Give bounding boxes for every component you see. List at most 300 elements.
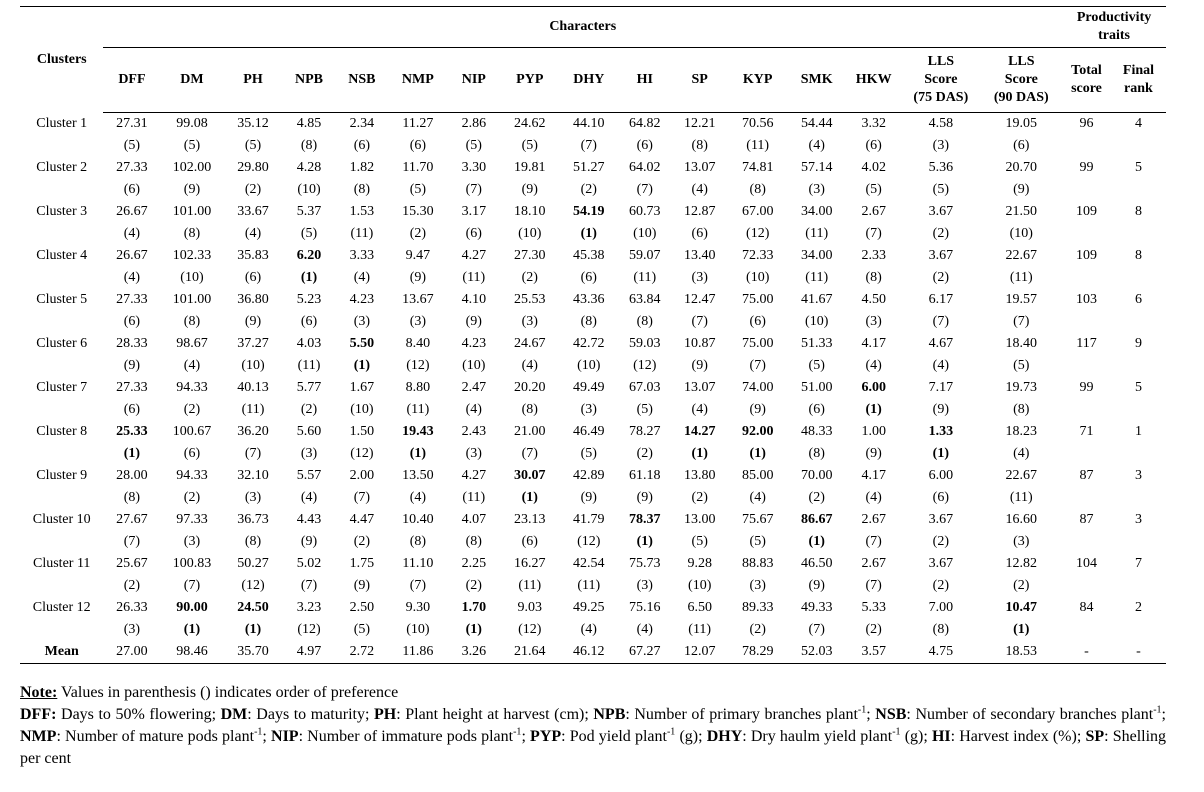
cell-value: 22.67 — [1005, 468, 1038, 483]
mean-value: 27.00 — [103, 641, 160, 664]
cell-value: 8.80 — [405, 380, 431, 395]
cell-rank: (2) — [1013, 578, 1030, 593]
cell-value: 2.43 — [461, 424, 487, 439]
total-score: 109 — [1075, 204, 1097, 219]
cluster-spacer — [20, 267, 103, 289]
abbrev-text: Days to 50% flowering; — [56, 706, 221, 723]
cluster-name: Cluster 5 — [36, 292, 88, 307]
cluster-spacer — [20, 355, 103, 377]
cell-value: 4.27 — [461, 248, 487, 263]
cell-value: 3.33 — [349, 248, 375, 263]
cell-value: 9.03 — [517, 600, 543, 615]
cell-rank: (10) — [462, 358, 486, 373]
cell-rank: (7) — [865, 578, 882, 593]
cell-value: 23.13 — [514, 512, 546, 527]
note-text: Values in parenthesis () indicates order of preference — [57, 684, 399, 701]
total-score: 99 — [1079, 380, 1094, 395]
cell-value: 92.00 — [741, 424, 774, 439]
cell-rank: (9) — [300, 534, 318, 549]
abbrev-text: : Number of mature pods plant — [56, 728, 255, 745]
cell-value: 89.33 — [741, 600, 774, 615]
abbrev-text: : Dry haulm yield plant — [742, 728, 893, 745]
cell-value: 13.50 — [402, 468, 434, 483]
final-spacer — [1111, 179, 1166, 201]
abbrev-after: ; — [866, 706, 876, 723]
final-rank: 9 — [1134, 336, 1142, 351]
cluster-spacer — [20, 575, 103, 597]
cell-rank: (2) — [300, 402, 318, 417]
cluster-spacer — [20, 443, 103, 465]
column-header-nsb: NSB — [335, 48, 388, 113]
cell-value: 1.00 — [861, 424, 886, 439]
cell-value: 101.00 — [172, 204, 212, 219]
cell-value: 6.00 — [861, 380, 886, 395]
cell-value: 4.47 — [349, 512, 375, 527]
cell-value: 13.67 — [402, 292, 434, 307]
cell-rank: (4) — [865, 490, 882, 505]
cell-value: 3.67 — [928, 512, 954, 527]
cell-value: 33.67 — [237, 204, 269, 219]
cell-rank: (8) — [865, 270, 882, 285]
cell-rank: (4) — [123, 226, 141, 241]
cell-value: 2.33 — [861, 248, 886, 263]
cell-value: 9.30 — [405, 600, 431, 615]
total-score: 71 — [1079, 424, 1094, 439]
cell-value: 2.47 — [461, 380, 487, 395]
cell-value: 21.50 — [1005, 204, 1038, 219]
column-header-dff: DFF — [103, 48, 160, 113]
cell-rank: (1) — [808, 534, 825, 549]
cell-value: 14.27 — [683, 424, 716, 439]
cell-value: 13.07 — [683, 160, 716, 175]
column-header-lls-90: LLS Score (90 DAS) — [981, 48, 1063, 113]
cell-value: 26.67 — [116, 248, 148, 263]
cell-value: 64.82 — [629, 116, 661, 131]
cell-rank: (9) — [1013, 182, 1030, 197]
final-spacer — [1111, 443, 1166, 465]
table-rank-row — [20, 399, 1166, 421]
cell-value: 29.80 — [237, 160, 269, 175]
cell-value: 19.73 — [1005, 380, 1038, 395]
table-row — [20, 201, 1166, 223]
abbrev-after: ; — [521, 728, 531, 745]
cell-rank: (8) — [123, 490, 141, 505]
cell-value: 8.40 — [405, 336, 431, 351]
cell-value: 13.07 — [683, 380, 716, 395]
abbreviations — [20, 704, 1166, 770]
cell-value: 12.82 — [1005, 556, 1038, 571]
cell-value: 11.27 — [402, 116, 434, 131]
cell-value: 5.50 — [349, 336, 375, 351]
mean-row — [20, 641, 1166, 664]
cell-rank: (9) — [808, 578, 825, 593]
cell-rank: (3) — [353, 314, 371, 329]
abbrev-after: ; — [262, 728, 272, 745]
cell-rank: (5) — [808, 358, 825, 373]
cell-value: 7.17 — [928, 380, 954, 395]
cell-value: 51.00 — [800, 380, 833, 395]
cell-rank: (2) — [409, 226, 427, 241]
note-label: Note: — [20, 684, 58, 701]
mean-value: 21.64 — [500, 641, 559, 664]
abbrev-after: ; — [1161, 706, 1166, 723]
cell-rank: (10) — [746, 270, 770, 285]
cell-rank: (9) — [244, 314, 262, 329]
mean-value: 2.72 — [335, 641, 388, 664]
abbrev-sup: -1 — [892, 726, 901, 738]
cell-rank: (5) — [465, 138, 482, 153]
final-rank: 5 — [1134, 380, 1142, 395]
cell-rank: (5) — [353, 622, 371, 637]
note-line — [20, 682, 1166, 704]
cell-value: 88.83 — [741, 556, 774, 571]
cell-rank: (7) — [300, 578, 318, 593]
cell-value: 3.17 — [461, 204, 487, 219]
cell-value: 40.13 — [237, 380, 269, 395]
column-header-dhy: DHY — [559, 48, 618, 113]
cell-value: 44.10 — [573, 116, 605, 131]
cell-value: 54.19 — [573, 204, 605, 219]
cell-rank: (10) — [180, 270, 204, 285]
cell-rank: (1) — [1013, 622, 1030, 637]
cell-value: 12.21 — [683, 116, 716, 131]
cell-value: 63.84 — [629, 292, 661, 307]
cell-rank: (2) — [353, 534, 371, 549]
total-score: 99 — [1079, 160, 1094, 175]
cell-value: 75.00 — [741, 336, 774, 351]
table-row — [20, 421, 1166, 443]
cell-rank: (11) — [1009, 270, 1033, 285]
cell-value: 70.56 — [741, 116, 774, 131]
table-row — [20, 157, 1166, 179]
mean-value: 11.86 — [388, 641, 447, 664]
cell-rank: (8) — [1013, 402, 1030, 417]
final-rank: 8 — [1134, 204, 1142, 219]
final-rank: 3 — [1134, 468, 1142, 483]
cell-rank: (5) — [123, 138, 141, 153]
cell-rank: (9) — [691, 358, 708, 373]
cell-value: 99.08 — [176, 116, 208, 131]
mean-value: 12.07 — [671, 641, 728, 664]
cell-rank: (8) — [580, 314, 597, 329]
cell-value: 19.05 — [1005, 116, 1038, 131]
cell-value: 4.07 — [461, 512, 487, 527]
mean-value: 3.26 — [447, 641, 500, 664]
cell-rank: (7) — [353, 490, 371, 505]
cell-rank: (4) — [808, 138, 825, 153]
cell-rank: (2) — [183, 490, 201, 505]
cell-rank: (1) — [123, 446, 141, 461]
cell-rank: (3) — [183, 534, 201, 549]
cell-rank: (8) — [691, 138, 708, 153]
cell-rank: (6) — [183, 446, 201, 461]
cell-rank: (4) — [691, 182, 708, 197]
cell-value: 16.60 — [1005, 512, 1038, 527]
cell-rank: (4) — [749, 490, 766, 505]
mean-value: 46.12 — [559, 641, 618, 664]
final-spacer — [1111, 135, 1166, 157]
table-row — [20, 333, 1166, 355]
abbrev-sup: -1 — [513, 726, 522, 738]
cell-value: 25.33 — [116, 424, 148, 439]
column-header-hi: HI — [618, 48, 671, 113]
cell-value: 4.67 — [928, 336, 954, 351]
final-spacer — [1111, 311, 1166, 333]
total-spacer — [1062, 575, 1111, 597]
cell-value: 102.00 — [172, 160, 212, 175]
table-rank-row — [20, 223, 1166, 245]
cell-rank: (6) — [244, 270, 262, 285]
cell-value: 35.83 — [237, 248, 269, 263]
cell-value: 34.00 — [800, 204, 833, 219]
cell-rank: (12) — [406, 358, 430, 373]
cell-value: 28.00 — [116, 468, 148, 483]
cell-rank: (1) — [580, 226, 597, 241]
cell-rank: (11) — [518, 578, 542, 593]
cell-value: 18.23 — [1005, 424, 1038, 439]
table-notes — [20, 682, 1166, 770]
cell-rank: (4) — [580, 622, 597, 637]
cell-rank: (5) — [749, 534, 766, 549]
cell-rank: (7) — [123, 534, 141, 549]
cell-value: 78.27 — [629, 424, 661, 439]
cell-value: 6.00 — [928, 468, 954, 483]
cell-value: 97.33 — [176, 512, 208, 527]
cell-value: 59.07 — [629, 248, 661, 263]
cell-rank: (12) — [633, 358, 657, 373]
cluster-name: Cluster 8 — [36, 424, 88, 439]
cell-value: 28.33 — [116, 336, 148, 351]
cell-rank: (7) — [865, 534, 882, 549]
cell-rank: (3) — [580, 402, 597, 417]
cell-rank: (12) — [241, 578, 265, 593]
cell-rank: (7) — [749, 358, 766, 373]
cluster-spacer — [20, 487, 103, 509]
cell-rank: (10) — [518, 226, 542, 241]
cell-rank: (6) — [580, 270, 597, 285]
cell-rank: (6) — [808, 402, 825, 417]
final-spacer — [1111, 531, 1166, 553]
cell-rank: (6) — [123, 182, 141, 197]
table-row — [20, 465, 1166, 487]
abbrev-key: NPB — [593, 706, 626, 723]
cell-rank: (2) — [244, 182, 262, 197]
cell-value: 2.00 — [349, 468, 375, 483]
cell-value: 94.33 — [176, 380, 208, 395]
cell-rank: (7) — [244, 446, 262, 461]
final-spacer — [1111, 267, 1166, 289]
cell-rank: (9) — [865, 446, 882, 461]
cell-rank: (2) — [691, 490, 708, 505]
abbrev-text: : Days to maturity; — [247, 706, 374, 723]
cell-value: 19.81 — [514, 160, 546, 175]
cell-rank: (10) — [406, 622, 430, 637]
cell-rank: (12) — [518, 622, 542, 637]
cell-value: 12.47 — [683, 292, 716, 307]
cell-rank: (9) — [353, 578, 371, 593]
column-header-nmp: NMP — [388, 48, 447, 113]
cell-value: 34.00 — [800, 248, 833, 263]
cell-rank: (9) — [932, 402, 949, 417]
cell-rank: (8) — [808, 446, 825, 461]
total-score: 87 — [1079, 468, 1094, 483]
cell-value: 1.82 — [349, 160, 375, 175]
final-spacer — [1111, 487, 1166, 509]
mean-final: - — [1111, 641, 1166, 664]
cell-value: 6.17 — [928, 292, 954, 307]
cell-value: 74.00 — [741, 380, 774, 395]
cell-rank: (1) — [244, 622, 262, 637]
cell-value: 24.67 — [514, 336, 546, 351]
cell-value: 5.60 — [296, 424, 322, 439]
cell-rank: (7) — [409, 578, 427, 593]
total-score: 96 — [1079, 116, 1094, 131]
cell-rank: (11) — [1009, 490, 1033, 505]
cell-rank: (6) — [691, 226, 708, 241]
cell-rank: (10) — [1009, 226, 1033, 241]
column-header-total-score: Total score — [1062, 48, 1111, 113]
mean-value: 78.29 — [728, 641, 787, 664]
cell-value: 4.50 — [861, 292, 886, 307]
cell-value: 25.67 — [116, 556, 148, 571]
cell-value: 30.07 — [514, 468, 546, 483]
cell-rank: (8) — [749, 182, 766, 197]
cell-rank: (2) — [465, 578, 482, 593]
table-row — [20, 597, 1166, 619]
cell-value: 27.30 — [514, 248, 546, 263]
cell-rank: (1) — [183, 622, 201, 637]
cell-value: 67.03 — [629, 380, 661, 395]
cell-rank: (8) — [183, 314, 201, 329]
total-score: 84 — [1079, 600, 1094, 615]
cell-rank: (2) — [123, 578, 141, 593]
cluster-characters-table — [20, 6, 1166, 664]
cell-value: 26.67 — [116, 204, 148, 219]
cell-value: 27.67 — [116, 512, 148, 527]
cell-rank: (11) — [462, 270, 486, 285]
cell-value: 13.80 — [683, 468, 716, 483]
cell-value: 49.25 — [573, 600, 605, 615]
total-spacer — [1062, 443, 1111, 465]
cell-value: 18.10 — [514, 204, 546, 219]
cell-rank: (11) — [688, 622, 712, 637]
cell-value: 54.44 — [800, 116, 833, 131]
mean-total: - — [1062, 641, 1111, 664]
cell-rank: (6) — [865, 138, 882, 153]
cell-rank: (8) — [183, 226, 201, 241]
cell-value: 100.67 — [172, 424, 212, 439]
cell-rank: (5) — [409, 182, 427, 197]
cell-value: 7.00 — [928, 600, 954, 615]
mean-value: 18.53 — [981, 641, 1063, 664]
cell-value: 2.34 — [349, 116, 375, 131]
table-row — [20, 113, 1166, 136]
table-rank-row — [20, 179, 1166, 201]
cell-value: 9.47 — [405, 248, 431, 263]
cell-rank: (3) — [691, 270, 708, 285]
column-header-ph: PH — [224, 48, 283, 113]
cell-rank: (10) — [805, 314, 829, 329]
final-spacer — [1111, 355, 1166, 377]
total-spacer — [1062, 619, 1111, 641]
abbrev-text: : Harvest index (%); — [950, 728, 1086, 745]
abbrev-key: DHY — [706, 728, 743, 745]
cell-rank: (4) — [183, 358, 201, 373]
cell-value: 4.23 — [461, 336, 487, 351]
cluster-name: Cluster 3 — [36, 204, 88, 219]
cell-rank: (6) — [300, 314, 318, 329]
cell-value: 22.67 — [1005, 248, 1038, 263]
cell-rank: (2) — [932, 270, 949, 285]
cell-rank: (1) — [932, 446, 949, 461]
cell-rank: (5) — [300, 226, 318, 241]
cell-value: 41.79 — [573, 512, 605, 527]
cell-value: 10.87 — [683, 336, 716, 351]
cell-value: 6.20 — [296, 248, 322, 263]
cell-rank: (2) — [636, 446, 653, 461]
cell-rank: (3) — [521, 314, 538, 329]
cell-rank: (11) — [241, 402, 265, 417]
cluster-name: Cluster 11 — [33, 556, 91, 571]
cluster-spacer — [20, 179, 103, 201]
cell-value: 1.67 — [349, 380, 375, 395]
cluster-name: Cluster 12 — [32, 600, 91, 615]
cell-rank: (12) — [746, 226, 770, 241]
total-spacer — [1062, 531, 1111, 553]
cell-rank: (4) — [636, 622, 653, 637]
cell-rank: (7) — [183, 578, 201, 593]
cell-rank: (4) — [465, 402, 482, 417]
table-row — [20, 509, 1166, 531]
cell-rank: (11) — [406, 402, 430, 417]
cell-value: 5.33 — [861, 600, 886, 615]
cell-rank: (7) — [691, 314, 708, 329]
cell-value: 5.02 — [296, 556, 322, 571]
abbrev-key: NSB — [875, 706, 907, 723]
cell-value: 36.73 — [237, 512, 269, 527]
final-spacer — [1111, 575, 1166, 597]
cell-value: 5.23 — [296, 292, 322, 307]
cell-value: 2.86 — [461, 116, 487, 131]
column-header-npb: NPB — [283, 48, 336, 113]
cell-value: 21.00 — [514, 424, 546, 439]
column-header-kyp: KYP — [728, 48, 787, 113]
cluster-name: Cluster 7 — [36, 380, 88, 395]
cell-value: 101.00 — [172, 292, 212, 307]
cell-value: 27.33 — [116, 292, 148, 307]
cell-value: 4.03 — [296, 336, 322, 351]
cell-rank: (1) — [521, 490, 538, 505]
cell-value: 32.10 — [237, 468, 269, 483]
cell-value: 4.17 — [861, 336, 886, 351]
cell-value: 25.53 — [514, 292, 546, 307]
cell-rank: (11) — [746, 138, 770, 153]
cell-rank: (5) — [691, 534, 708, 549]
cell-rank: (1) — [409, 446, 427, 461]
mean-label: Mean — [20, 641, 103, 664]
cell-value: 3.32 — [861, 116, 886, 131]
table-rank-row — [20, 267, 1166, 289]
cell-value: 11.70 — [402, 160, 434, 175]
column-header-nip: NIP — [447, 48, 500, 113]
final-rank: 7 — [1134, 556, 1142, 571]
mean-value: 67.27 — [618, 641, 671, 664]
cell-value: 50.27 — [237, 556, 269, 571]
cell-rank: (11) — [577, 578, 601, 593]
abbrev-text: : Number of immature pods plant — [298, 728, 514, 745]
cell-value: 2.67 — [861, 204, 886, 219]
cell-rank: (5) — [244, 138, 262, 153]
